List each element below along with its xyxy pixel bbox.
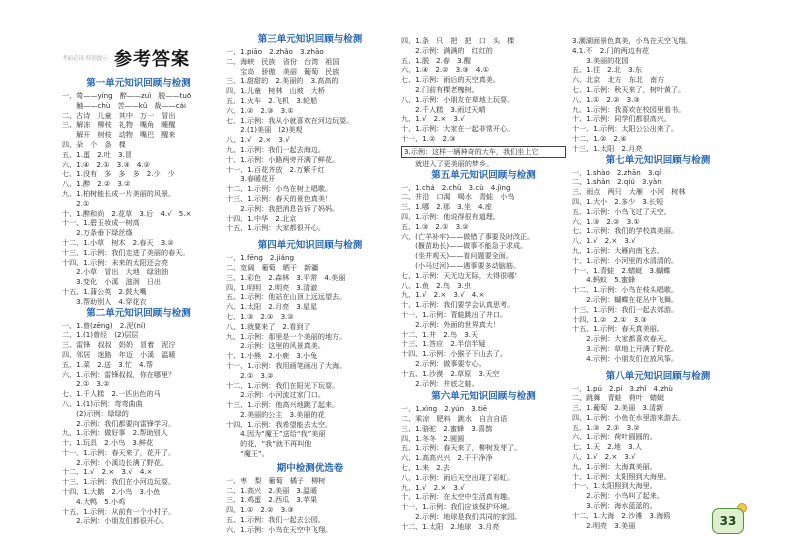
- section-heading: 第五单元知识回顾与检测: [431, 169, 536, 181]
- answer-line: 五、1.蛋 2.吐 3.冒: [62, 149, 132, 159]
- answer-section: [572, 36, 744, 154]
- answer-line: 十二、1.小草 树木 2.春天 3.②: [62, 237, 174, 247]
- answer-line: 4.1.不 2.门的两边有花: [572, 45, 650, 55]
- answer-line: 2.美丽的公主 3.美丽的花: [226, 409, 325, 419]
- answer-line: 十三、1.示例：春天的景色真美！: [226, 193, 333, 203]
- answer-line: 一、1.pú 2.pí 3.zhǐ 4.zhù: [572, 383, 673, 393]
- answer-line: 四、朵 个 条 棵: [62, 139, 126, 149]
- answer-line: 十二、1.√ 2.× 3.√ 4.×: [62, 467, 153, 477]
- answer-line: 十一、1.太阳照到大海里。: [572, 481, 657, 491]
- answer-line: 十三、1.示例：我们一起去郊游。: [572, 304, 679, 314]
- answer-line: 十、1.示例：小路两旁开满了鲜花。: [226, 154, 340, 164]
- answer-line: 五、1.往 2.北 3.东: [572, 65, 642, 75]
- answer-line: 三、1.葡萄 2.美丽 3.清新: [572, 403, 664, 413]
- answer-line: 十四、1.示例：未来的太阳还会亮: [62, 257, 169, 267]
- answer-line: 八、1.√ 2.× 3.√: [226, 135, 290, 145]
- section-heading: 第二单元知识回顾与检测: [86, 307, 191, 319]
- answer-line: 三、1.鸡蛋 2.西瓜 3.苹果: [226, 495, 318, 505]
- answer-line: 2.①: [62, 198, 90, 208]
- answer-line: 三、1.彩色 2.森林 3.平常 4.美丽: [226, 272, 346, 282]
- answer-line: 九、1.示例：我们一起去海边。: [226, 144, 325, 154]
- answer-line: 九、1.√ 2.× 3.√: [401, 482, 465, 492]
- title-row: [62, 44, 215, 70]
- answer-line: 八、1.就要来了 2.看到了: [226, 321, 311, 331]
- answer-line: 八、1.鱼 2.鸟 3.虫: [401, 280, 471, 290]
- answer-line: 二、宽阔 葡萄 晒干 新疆: [226, 262, 319, 272]
- answer-line: 十、1.示例：在太空中生活真有趣。: [401, 492, 515, 502]
- answer-line: 九、1.柏树能长成一片美丽的风景。: [62, 188, 176, 198]
- answer-line: 二、1.shǎn 2.qiú 3.yàn: [572, 177, 662, 187]
- answer-line: 3.美丽的花园: [572, 55, 629, 65]
- answer-line: 六、1.示例：荷叶圆圆的。: [572, 432, 657, 442]
- answer-line: 十、1.示例：大家在一起非常开心。: [401, 124, 515, 134]
- answer-line: 2.示例：满满的 红红的: [401, 45, 493, 55]
- answer-line: 十五、1.示例：春天真美丽。: [572, 324, 664, 334]
- answer-line: 九、1.√ 2.× 3.√ 4.×: [401, 290, 485, 300]
- answer-line: 四、1.① 2.② 3.③: [226, 505, 294, 515]
- answer-line: 十、1.示例：小河里的水清清的。: [572, 255, 679, 265]
- answer-line: 2.示例：井底之蛙。: [401, 378, 479, 388]
- answer-line: 十、1.示例：同学们都很高兴。: [572, 114, 671, 124]
- answer-line: 十二、1.示例：我们在阳光下玩耍。: [226, 380, 340, 390]
- answer-line: 十一、1.示例：春天来了，花开了。: [62, 447, 176, 457]
- answer-line: (揠苗助长)——做事不能急于求成。: [401, 241, 528, 251]
- answer-line: 九、1.√ 2.× 3.√: [401, 114, 465, 124]
- answer-line: 四、1.条 只 把 把 口 头 棵: [401, 36, 515, 45]
- answer-line: 十二、1.井 2.鸟 3.天: [401, 329, 479, 339]
- answer-line: 三、1.骆驼 2.蜜蜂 3.喜鹊: [401, 423, 493, 433]
- answer-line: 的花，“我”就不再叫他: [226, 439, 312, 449]
- answer-line: 四、1.儿童 树林 山坡 大桥: [226, 86, 325, 96]
- answer-line: 五、1.示例：春天来了，柳树发芽了。: [401, 443, 522, 453]
- answer-line: 七、1.③ 2.① 3.②: [226, 311, 294, 321]
- answer-line: 2.千人糕 3.雨过天晴: [401, 104, 486, 114]
- answer-line: 五、1.示例：小鸟飞过了天空。: [572, 206, 671, 216]
- answer-line: 六、1.③ 2.② 3.①: [572, 216, 640, 226]
- answer-line: 十四、1.大鹅 2.小鸟 3.小鱼: [62, 487, 161, 497]
- answer-line: 十二、1.太阳 2.地球 3.月亮: [401, 521, 500, 531]
- answer-line: 十五、1.示例：从前有一个小村子。: [62, 506, 176, 516]
- answer-line: 2.(1)美丽 (2)美观: [226, 125, 303, 135]
- section-heading: 第三单元知识回顾与检测: [257, 34, 363, 45]
- section-heading: 第八单元知识回顾与检测: [605, 370, 711, 382]
- answer-line: 2.示例：做事要专心。: [401, 358, 486, 368]
- answer-line: 2.示例：小溪边长满了野花。: [62, 457, 169, 467]
- answer-line: 二、1.(1)曾经 (2)层层: [62, 330, 139, 340]
- answer-line: 2.万条垂下绿丝绦: [62, 228, 133, 238]
- answer-line: (坐井观天)——看问题要全面。: [401, 251, 513, 261]
- answer-line: 4.因为“魔王”送给“我”美丽: [226, 429, 326, 439]
- answer-line: 十、1.示例：我们要学会认真思考。: [401, 300, 515, 310]
- answer-line: 十一、1.示例：我用画笔画出了大海。: [226, 360, 347, 370]
- answer-line: 三、雷锋 叔叔 奶奶 冒着 泥泞: [62, 340, 176, 350]
- answer-section: [401, 36, 566, 169]
- answer-line: 六、1.④ 2.② 3.③ 4.①: [401, 65, 489, 75]
- boxed-answer: 3.示例：这样一辆神奇的大车，我们坐上它: [401, 146, 566, 158]
- answer-line: 八、1.① 2.② 3.③: [572, 94, 640, 104]
- section-heading: 第一单元知识回顾与检测: [86, 78, 191, 89]
- answer-line: 八、1.示例：雨后天空出现了彩虹。: [401, 472, 515, 482]
- answer-line: 八、1.(1)示例：弯弯曲曲: [62, 398, 143, 408]
- answer-line: 六、1.示例：小鸟在天空中飞翔。: [226, 524, 333, 534]
- answer-line: 4.大鸭 5.小鸡: [62, 496, 126, 506]
- answer-line: 八、1.√ 2.× 3.√: [572, 452, 636, 462]
- answer-line: 九、1.示例：那里是一个美丽的地方。: [226, 331, 347, 341]
- answer-line: 十四、1.中华 2.北京: [226, 213, 297, 223]
- answer-column-1: [62, 44, 215, 544]
- answer-line: 九、1.示例：大海真美丽。: [572, 461, 657, 471]
- answer-line: 一、莺——yíng 醉——zuì 脱——tuō: [62, 91, 192, 100]
- answer-line: 十四、1.示例：小猴子下山去了。: [401, 349, 508, 359]
- section-heading: 期中检测优选卷: [276, 462, 344, 474]
- page-title: 参考答案: [114, 49, 190, 70]
- answer-line: 2.门前有棵老槐树。: [401, 84, 479, 94]
- answer-line: 十一、1.示例：我们应该保护环境。: [401, 502, 515, 512]
- answer-line: 五、1.③ 2.① 3.②: [401, 221, 469, 231]
- answer-line: 就进入了更美丽的梦乡。: [401, 158, 494, 168]
- answer-line: 一、1.fēng 2.jiǎng: [226, 253, 294, 263]
- answer-line: 3.春暖花开: [226, 174, 276, 184]
- section-heading: 第六单元知识回顾与检测: [431, 391, 536, 403]
- answer-line: 十二、1.② 2.④: [572, 133, 627, 143]
- answer-line: 一、1.chá 2.chǔ 3.cù 4.jìng: [401, 182, 511, 192]
- answer-section: [572, 370, 744, 531]
- answer-line: 2.① 3.②: [62, 379, 110, 389]
- answer-line: 四、1.明明 2.明亮 3.清澈: [226, 282, 318, 292]
- answer-line: 2.示例：小河流过家门口。: [226, 390, 325, 400]
- answer-section: [62, 77, 215, 307]
- answer-line: 九、1.示例：大雁向南飞去。: [572, 245, 664, 255]
- answer-line: 四、1.冬冬 2.圆圆: [401, 433, 465, 443]
- answer-line: “魔王”。: [226, 449, 269, 459]
- answer-line: 五、1.脱 2.春 3.醒: [401, 55, 471, 65]
- answer-column-3: [401, 36, 566, 541]
- answer-line: 三、雨点 两只 大雁 小河 树林: [572, 187, 686, 197]
- answer-line: 七、1.没有 多 多 多 2.少 少: [62, 169, 175, 179]
- answer-line: 一、1.曾(zēng) 2.泥(ní): [62, 320, 146, 330]
- answer-section: [401, 390, 566, 531]
- answer-line: 2.示例：小鸟叫了起来。: [572, 491, 664, 501]
- answer-line: 十二、1.示例：小鸟在树上唱歌。: [226, 184, 333, 194]
- answer-line: 六、(亡羊补牢)——做错了事要及时改正。: [401, 231, 535, 241]
- answer-line: 五、1.菜 2.送 3.忙 4.帮: [62, 359, 153, 369]
- answer-line: 六、1.示例：雷锋叔叔，你在哪里？: [62, 369, 176, 379]
- answer-line: 五、1.③ 2.① 3.②: [572, 422, 640, 432]
- answer-line: 六、1.④ 2.① 3.③ 4.②: [62, 159, 150, 169]
- answer-line: 十、1.醉和尚 2.花草 3.后 4.√ 5.×: [62, 208, 192, 218]
- answer-line: 2.示例：大家都喜欢春天。: [572, 334, 671, 344]
- answer-line: 十二、1.示例：小鸟在枝头唱歌。: [572, 285, 679, 295]
- answer-line: 3.潮湖面景色真美，小鸟在天空飞翔。: [572, 36, 693, 45]
- section-heading: 第四单元知识回顾与检测: [257, 240, 363, 252]
- answer-line: 十一、1.百花齐放 2.万紫千红: [226, 164, 325, 174]
- answer-line: 十、1.小熊 2.小鹿 3.小兔: [226, 351, 318, 361]
- answer-line: 3.示例：草地上开满了野花。: [572, 343, 679, 353]
- answer-line: 十三、1.示例：我们走进了美丽的春天。: [62, 247, 190, 257]
- answer-line: 十一、1.青蛙 2.蜻蜓 3.蝴蝶: [572, 265, 671, 275]
- answer-line: 一、1.xìng 2.yún 3.tiē: [401, 404, 488, 414]
- answer-line: 七、1.千人糕 2.一匹出色的马: [62, 389, 161, 399]
- answer-line: 十五、1.示例：大家都很开心。: [226, 223, 325, 233]
- answer-line: 十三、1.示例：我们在小河边玩耍。: [62, 477, 176, 487]
- answer-line: 一、1.piāo 2.zhǎo 3.zhāo: [226, 47, 324, 56]
- answer-section: [572, 154, 744, 364]
- answer-line: 2.示例：小朋友们都很开心。: [62, 516, 169, 526]
- answer-line: 2.① 3.②: [226, 370, 274, 380]
- section-heading: 第七单元知识回顾与检测: [605, 154, 711, 166]
- answer-line: 八、1.√ 2.× 3.√: [572, 236, 636, 246]
- answer-line: 触——chù 苦——kǔ 裁——cái: [62, 100, 186, 110]
- answer-line: 2.示例：地球是我们共同的家园。: [401, 512, 522, 522]
- answer-line: 二、古诗 儿童 其中 万一 冒出: [62, 110, 176, 120]
- answer-line: 3.示例：海水蓝蓝的。: [572, 501, 657, 511]
- answer-line: 三、1.哪 2.那 3.坐 4.座: [401, 202, 492, 212]
- answer-line: 3.变化 小溪 滋润 日出: [62, 277, 161, 287]
- answer-line: 四、1.示例：他说得很有道理。: [401, 211, 500, 221]
- answer-line: 七、1.来 2.去: [401, 463, 451, 473]
- answer-line: 4.示例：小朋友们在放风筝。: [572, 353, 679, 363]
- answer-line: 六、1.② 2.③ 3.①: [226, 105, 294, 115]
- answer-line: 2.示例：我把消息告诉了妈妈。: [226, 203, 340, 213]
- answer-line: 二、井沿 口渴 喝水 青蛙 小鸟: [401, 192, 515, 202]
- answer-column-4: [572, 36, 744, 541]
- answer-line: 十三、1.答应 2.半信半疑: [401, 339, 486, 349]
- answer-line: 九、1.示例：做好事 2.帮助别人: [62, 428, 168, 438]
- answer-line: 二、1.高兴 2.美丽 3.温暖: [226, 485, 318, 495]
- answer-line: 一、枣 梨 葡萄 橘子 柳树: [226, 475, 326, 485]
- answer-line: 二、跳舞 青蛙 荷叶 蜻蜓: [572, 393, 665, 403]
- answer-section: [226, 462, 394, 535]
- answer-line: 二、乘凉 肥料 跳水 自言自语: [401, 414, 508, 424]
- answer-line: 十五、1.沙漠 2.草原 3.天空: [401, 368, 500, 378]
- answer-line: 四、1.大小 2.多少 3.长短: [572, 196, 664, 206]
- answer-line: 宝岛 骄傲 美丽 葡萄 民族: [226, 66, 340, 76]
- answer-line: 五、1.示例：我们一起去公园。: [226, 515, 325, 525]
- answer-line: 六、1.太阳 2.月亮 3.星星: [226, 302, 318, 312]
- answer-line: 五、1.示例：他站在山顶上远远望去。: [226, 292, 347, 302]
- answer-line: 2.示例：蝴蝶在花丛中飞舞。: [572, 294, 679, 304]
- answer-line: 十一、1.碧玉妆成一树高: [62, 218, 140, 228]
- answer-line: 四、邻居 迷路 年迈 小溪 温暖: [62, 349, 176, 359]
- answer-line: (2)示例：绿绿的: [62, 408, 129, 418]
- answer-line: 十一、1.② 2.③: [401, 133, 456, 143]
- answer-section: [226, 33, 394, 233]
- answer-line: 十二、1.大海 2.沙滩 3.海鸥: [572, 510, 671, 520]
- page-number: 33: [712, 508, 744, 534]
- answer-line: 2.明亮 3.美丽: [572, 520, 636, 530]
- answer-line: 十一、1.示例：青蛙跳出了井口。: [401, 309, 508, 319]
- answer-line: 十一、1.示例：太阳公公出来了。: [572, 124, 679, 134]
- answer-section: [226, 239, 394, 459]
- answer-line: 解开 树枝 动物 嘴巴 醒来: [62, 130, 176, 140]
- answer-line: 七、1.示例：雨后的天空真美。: [401, 75, 500, 85]
- answer-line: 2.小草 冒出 大地 绿油油: [62, 267, 169, 277]
- answer-section: [401, 169, 566, 389]
- answer-line: 三、1.甜甜的 2.美丽的 3.高高的: [226, 76, 339, 86]
- answer-line: 十、1.玩具 2.小鸟 3.鲜花: [62, 438, 154, 448]
- answer-line: 2.示例：这里的风景真美。: [226, 341, 325, 351]
- answer-line: 十三、1.太阳 2.月亮: [572, 143, 643, 153]
- title-note: 考前必读·特别提示: [62, 56, 108, 62]
- answer-line: 七、1.天 2.地 3.人: [572, 442, 642, 452]
- answer-line: 六、北京 北方 东北 南方: [572, 75, 665, 85]
- answer-line: 五、1.火车 2.飞机 3.轮船: [226, 95, 318, 105]
- answer-line: 七、1.示例：我从小就喜欢在河边玩耍。: [226, 115, 354, 125]
- answer-line: 九、1.示例：我喜欢在校园里看书。: [572, 104, 686, 114]
- answer-line: 4.蚂蚁 5.蜜蜂: [572, 275, 636, 285]
- answer-line: 一、1.shào 2.zhān 3.qí: [572, 167, 662, 177]
- answer-line: 七、1.示例：秋天来了，树叶黄了。: [572, 84, 686, 94]
- answer-line: (小马过河)——遇事要多动脑筋。: [401, 260, 521, 270]
- answer-line: 3.帮助别人 4.穿花衣: [62, 296, 147, 306]
- answer-line: 三、解冻 柳枝 礼物 嘴角 睡醒: [62, 120, 176, 130]
- answer-section: [62, 307, 215, 527]
- answer-line: 十五、1.蒲公英 2.鼓大嘴: [62, 286, 147, 296]
- answer-line: 十四、1.② 2.① 3.③: [572, 314, 647, 324]
- answer-line: 四、1.示例：小鱼在水里游来游去。: [572, 412, 686, 422]
- answer-line: 七、1.示例：我们的学校真美丽。: [572, 226, 679, 236]
- answer-line: 二、海峡 民族 省份 台湾 祖国: [226, 56, 340, 66]
- answer-line: 六、1.高高兴兴 2.干干净净: [401, 453, 493, 463]
- answer-line: 2.示例：外面的世界真大！: [401, 319, 500, 329]
- answer-line: 2.示例：我们都要向雷锋学习。: [62, 418, 176, 428]
- answer-line: 八、1.醉 2.② 3.②: [62, 179, 131, 189]
- answer-line: 七、1.示例：天无边无际，大得很哪！: [401, 270, 522, 280]
- answer-line: 十三、1.示例：他高兴地跳了起来。: [226, 400, 340, 410]
- answer-column-2: [226, 33, 394, 543]
- answer-line: 十、1.示例：太阳照到大海里。: [572, 471, 671, 481]
- answer-line: 八、1.示例：小朋友在草地上玩耍。: [401, 94, 515, 104]
- answer-line: 十四、1.示例：我希望能去太空。: [226, 419, 333, 429]
